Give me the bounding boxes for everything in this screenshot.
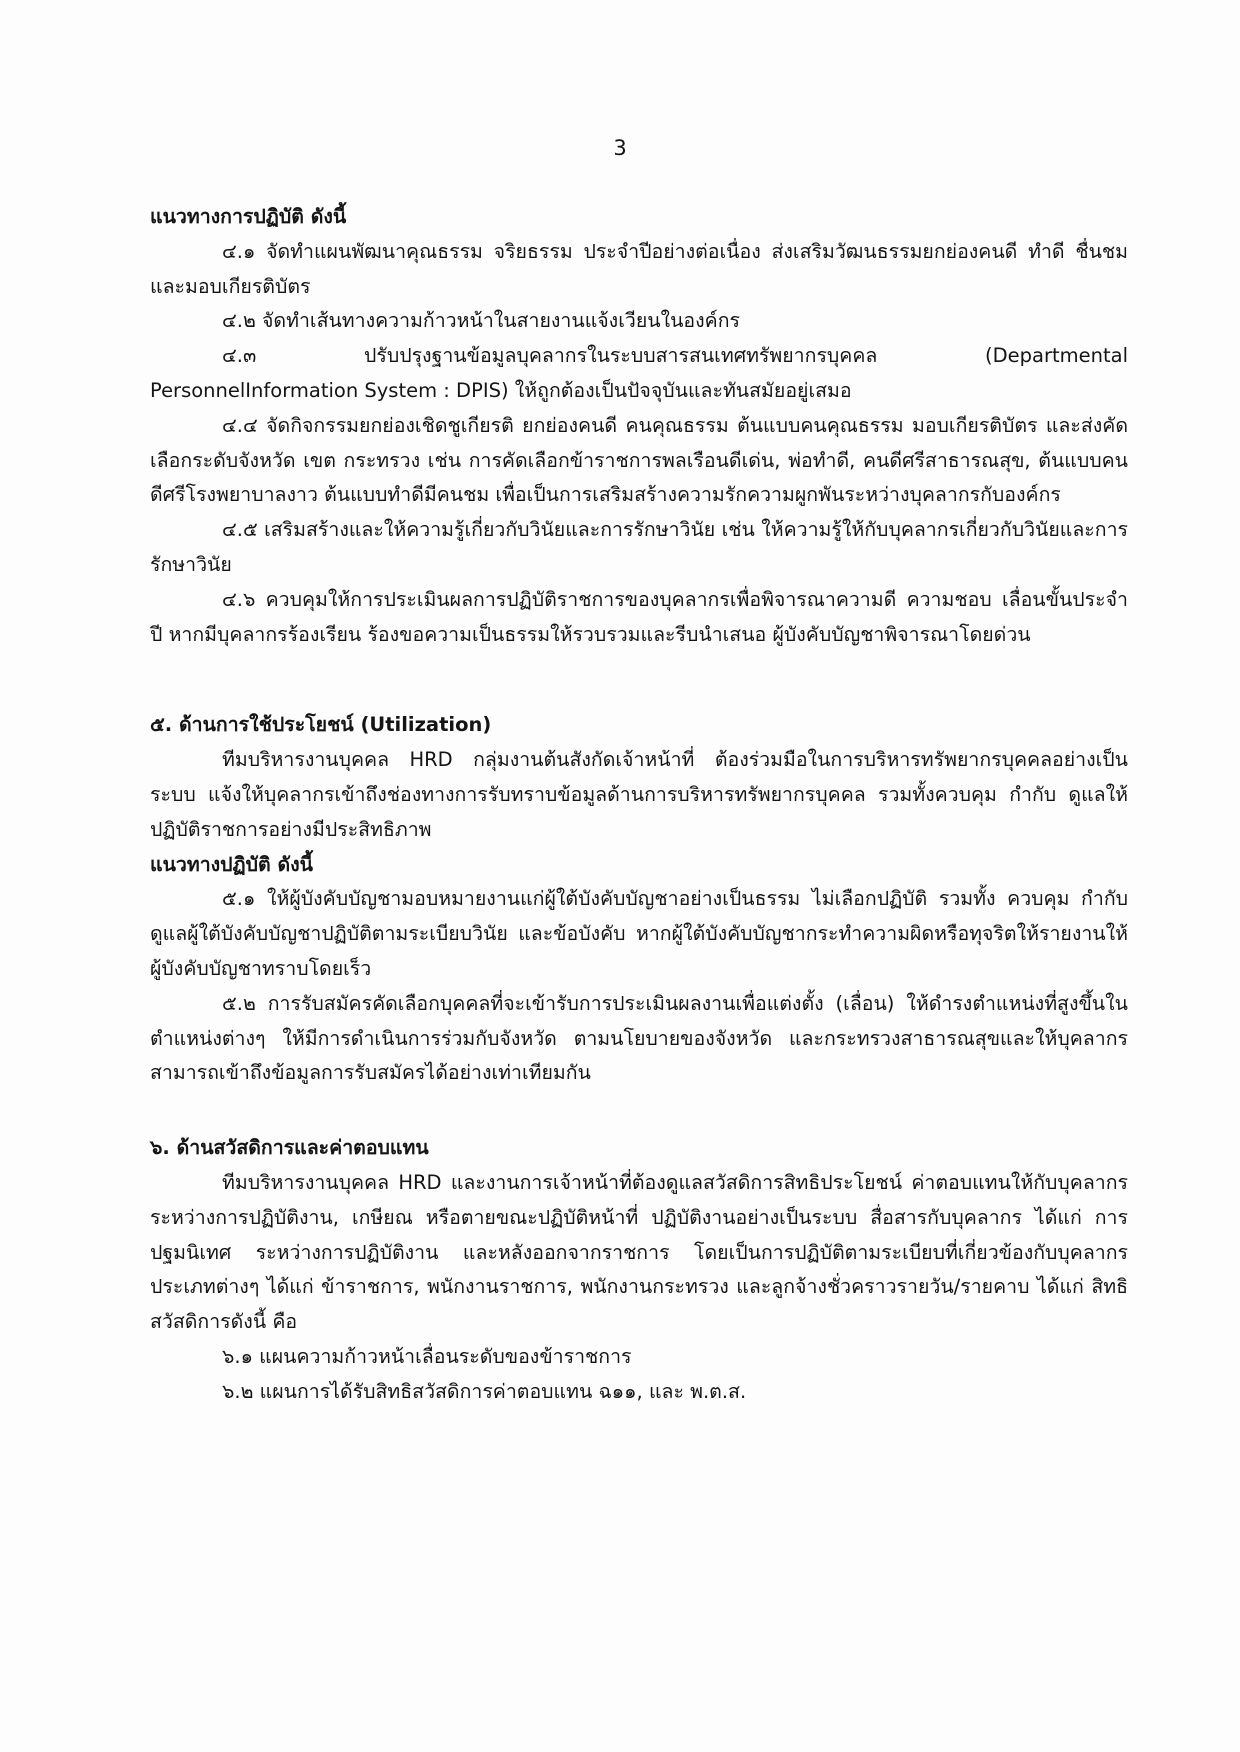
section4-item-4: ๔.๔ จัดกิจกรรมยกย่องเชิดชูเกียรติ ยกย่องคนดี คนคุณธรรม ต้นแบบคนคุณธรรม มอบเกียรติบัตร และส่งคัดเลือกระดับจังหวัด เขต กระทรวง เช่น การคัดเลือกข้าราชการพลเรือนดีเด่น, พ่อทำดี, คนดีศรีสาธารณสุข, ต้นแบบคนดีศรีโรงพยาบาลงาว ต้นแบบทำดีมีคนชม เพื่อเป็นการเสริมสร้างความรักความผูกพันระหว่างบุคลากรกับองค์กร: [150, 413, 1128, 507]
section4-item-6: ๔.๖ ควบคุมให้การประเมินผลการปฏิบัติราชการของบุคลากรเพื่อพิจารณาความดี ความชอบ เลื่อนขั้นประจำปี หากมีบุคลากรร้องเรียน ร้องขอความเป็นธรรมให้รวบรวมและรีบนำเสนอ ผู้บังคับบัญชาพิจารณาโดยด่วน: [150, 587, 1128, 646]
section6-title: ๖. ด้านสวัสดิการและค่าตอบแทน: [150, 1136, 429, 1160]
section4-item-2: ๔.๒ จัดทำเส้นทางความก้าวหน้าในสายงานแจ้งเวียนในองค์กร: [222, 309, 740, 333]
page-number: 3: [613, 136, 627, 160]
section5-item-1: ๕.๑ ให้ผู้บังคับบัญชามอบหมายงานแก่ผู้ใต้บังคับบัญชาอย่างเป็นธรรม ไม่เลือกปฏิบัติ รวมทั้ง ควบคุม กำกับ ดูแลผู้ใต้บังคับบัญชาปฏิบัติตามระเบียบวินัย และข้อบังคับ หากผู้ใต้บังคับบัญชากระทำความผิดหรือทุจริตให้รายงานให้ผู้บังคับบัญชาทราบโดยเร็ว: [150, 887, 1128, 980]
document-body: [150, 200, 1128, 1410]
section-spacer: [150, 652, 1128, 708]
section4-item-5: ๔.๕ เสริมสร้างและให้ความรู้เกี่ยวกับวินัยและการรักษาวินัย เช่น ให้ความรู้ให้กับบุคลากรเกี่ยวกับวินัยและการรักษาวินัย: [150, 518, 1128, 576]
section4-item-3: ๔.๓ ปรับปรุงฐานข้อมูลบุคลากรในระบบสารสนเทศทรัพยากรบุคคล (Departmental PersonnelInformation System : DPIS) ให้ถูกต้องเป็นปัจจุบันและทันสมัยอยู่เสมอ: [150, 344, 1128, 402]
section4-guideline-heading: แนวทางการปฏิบัติ ดังนี้: [150, 205, 347, 228]
section6-item-2: ๖.๒ แผนการได้รับสิทธิสวัสดิการค่าตอบแทน ฉ๑๑, และ พ.ต.ส.: [222, 1379, 747, 1403]
section4-item-1: ๔.๑ จัดทำแผนพัฒนาคุณธรรม จริยธรรม ประจำปีอย่างต่อเนื่อง ส่งเสริมวัฒนธรรมยกย่องคนดี ทำดี ชื่นชม และมอบเกียรติบัตร: [150, 239, 1128, 298]
section6-item-1: ๖.๑ แผนความก้าวหน้าเลื่อนระดับของข้าราชการ: [222, 1344, 632, 1368]
section5-title: ๕. ด้านการใช้ประโยชน์ (Utilization): [150, 713, 492, 737]
section5-item-2: ๕.๒ การรับสมัครคัดเลือกบุคคลที่จะเข้ารับการประเมินผลงานเพื่อแต่งตั้ง (เลื่อน) ให้ดำรงตำแหน่งที่สูงขึ้นในตำแหน่งต่างๆ ให้มีการดำเนินการร่วมกับจังหวัด ตามนโยบายของจังหวัด และกระทรวงสาธารณสุขและให้บุคลากรสามารถเข้าถึงข้อมูลการรับสมัครได้อย่างเท่าเทียมกัน: [150, 991, 1128, 1085]
section5-intro: ทีมบริหารงานบุคคล HRD กลุ่มงานต้นสังกัดเจ้าหน้าที่ ต้องร่วมมือในการบริหารทรัพยากรบุคคลอย่างเป็นระบบ แจ้งให้บุคลากรเข้าถึงช่องทางการรับทราบข้อมูลด้านการบริหารทรัพยากรบุคคล รวมทั้งควบคุม กำกับ ดูแลให้ปฏิบัติราชการอย่างมีประสิทธิภาพ: [150, 748, 1128, 841]
section6-intro: ทีมบริหารงานบุคคล HRD และงานการเจ้าหน้าที่ต้องดูแลสวัสดิการสิทธิประโยชน์ ค่าตอบแทนให้กับบุคลากรระหว่างการปฏิบัติงาน, เกษียณ หรือตายขณะปฏิบัติหน้าที่ ปฏิบัติงานอย่างเป็นระบบ สื่อสารกับบุคลากร ได้แก่ การปฐมนิเทศ ระหว่างการปฏิบัติงาน และหลังออกจากราชการ โดยเป็นการปฏิบัติตามระเบียบที่เกี่ยวข้องกับบุคลากรประเภทต่างๆ ได้แก่ ข้าราชการ, พนักงานราชการ, พนักงานกระทรวง และลูกจ้างชั่วคราวรายวัน/รายคาบ ได้แก่ สิทธิสวัสดิการดังนี้ คือ: [150, 1170, 1128, 1334]
section-spacer: [150, 1091, 1128, 1131]
section5-guideline-heading: แนวทางปฏิบัติ ดังนี้: [150, 852, 313, 876]
